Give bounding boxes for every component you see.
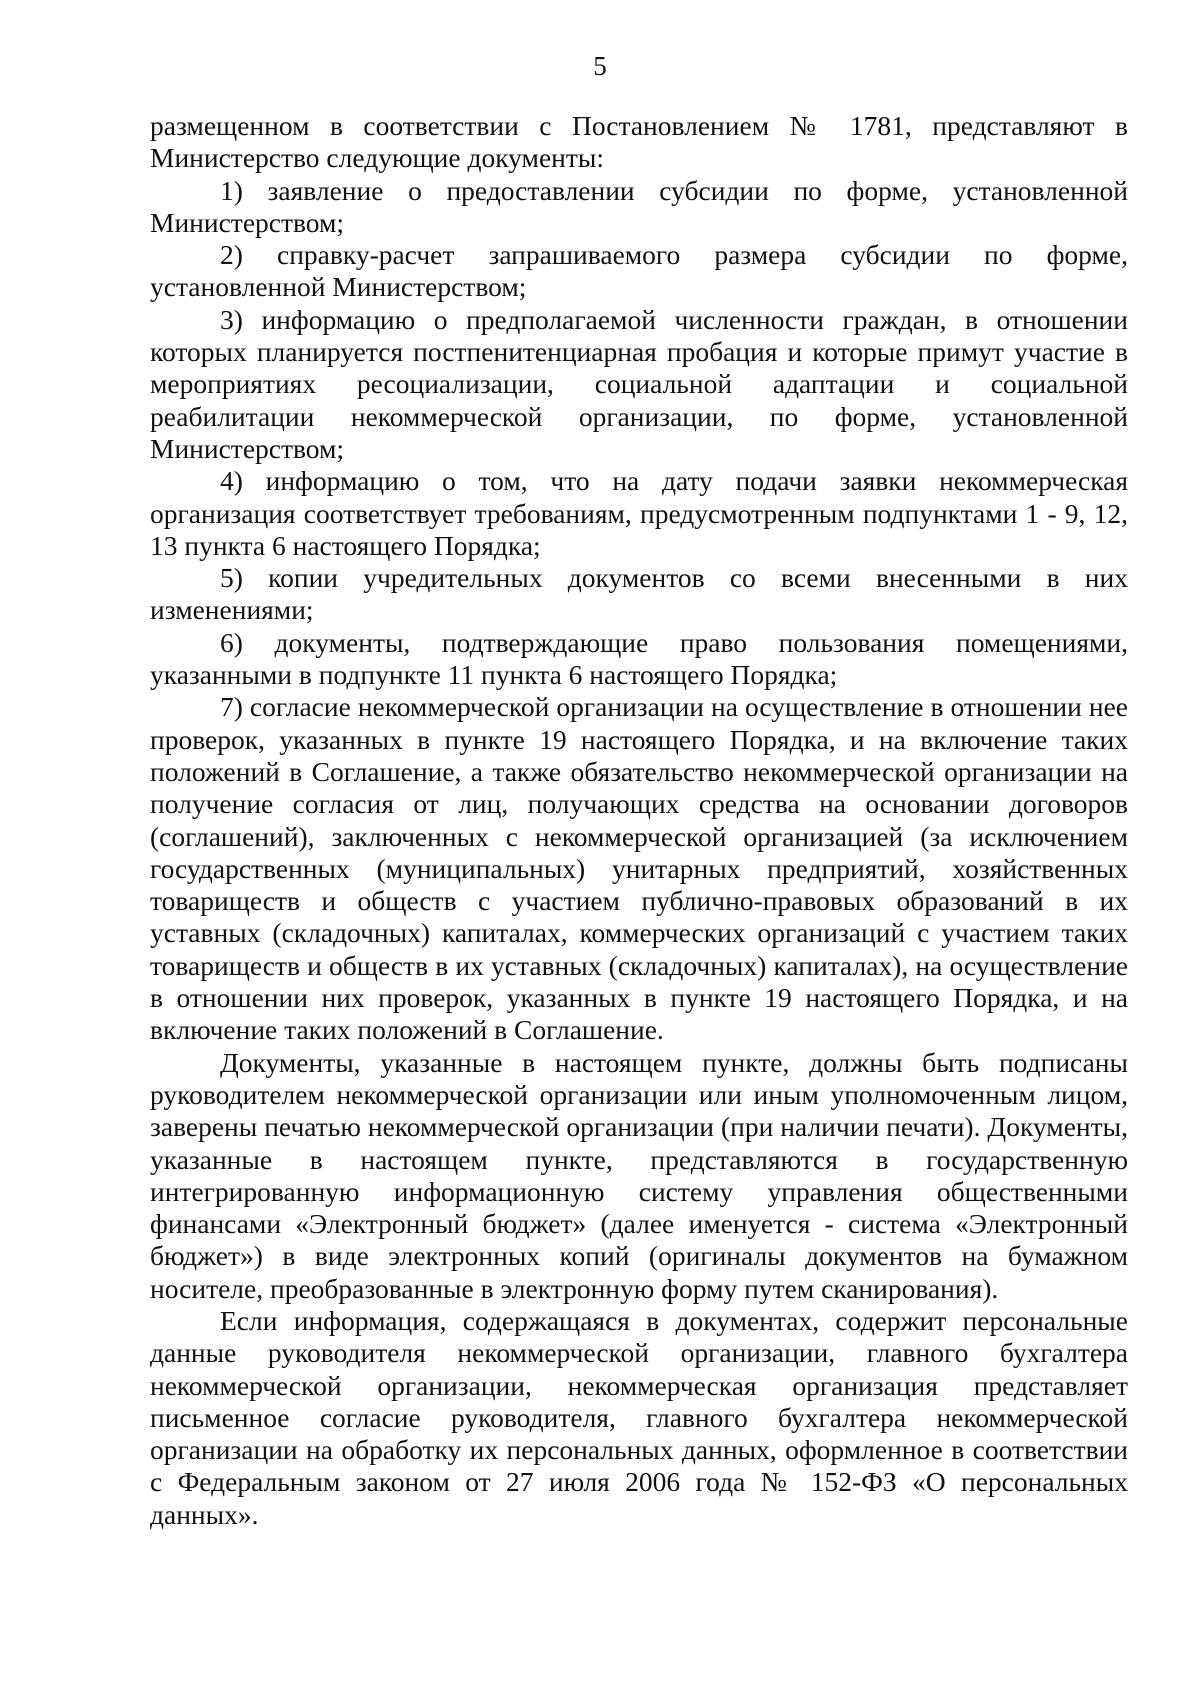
paragraph-intro: размещенном в соответствии с Постановлением № 1781, представляют в Министерство следующие документы: — [150, 110, 1128, 174]
paragraph-personal-data: Если информация, содержащаяся в документах, содержит персональные данные руководителя некоммерческой организации, главного бухгалтера некоммерческой организации, некоммерческая организация представляет письменное согласие руководителя, главного бухгалтера некоммерческой организации на обработку их персональных данных, оформленное в соответствии с Федеральным законом от 27 июля 2006 года № 152-ФЗ «О персональных данных». — [150, 1304, 1128, 1530]
list-item-1: 1) заявление о предоставлении субсидии по форме, установленной Министерством; — [150, 174, 1128, 238]
list-item-2: 2) справку-расчет запрашиваемого размера субсидии по форме, установленной Министерством; — [150, 239, 1128, 303]
paragraph-signing: Документы, указанные в настоящем пункте, должны быть подписаны руководителем некоммерческой организации или иным уполномоченным лицом, заверены печатью некоммерческой организации (при наличии печати). Документы, указанные в настоящем пункте, представляются в государственную интегрированную информационную систему управления общественными финансами «Электронный бюджет» (далее именуется - система «Электронный бюджет») в виде электронных копий (оригиналы документов на бумажном носителе, преобразованные в электронную форму путем сканирования). — [150, 1046, 1128, 1304]
document-body — [150, 110, 1128, 1531]
list-item-7: 7) согласие некоммерческой организации на осуществление в отношении нее проверок, указанных в пункте 19 настоящего Порядка, и на включение таких положений в Соглашение, а также обязательство некоммерческой организации на получение согласия от лиц, получающих средства на основании договоров (соглашений), заключенных с некоммерческой организацией (за исключением государственных (муниципальных) унитарных предприятий, хозяйственных товариществ и обществ с участием публично-правовых образований в их уставных (складочных) капиталах, коммерческих организаций с участием таких товариществ и обществ в их уставных (складочных) капиталах), на осуществление в отношении них проверок, указанных в пункте 19 настоящего Порядка, и на включение таких положений в Соглашение. — [150, 691, 1128, 1046]
list-item-3: 3) информацию о предполагаемой численности граждан, в отношении которых планируется постпенитенциарная пробация и которые примут участие в мероприятиях ресоциализации, социальной адаптации и социальной реабилитации некоммерческой организации, по форме, установленной Министерством; — [150, 303, 1128, 464]
list-item-5: 5) копии учредительных документов со всеми внесенными в них изменениями; — [150, 562, 1128, 626]
list-item-6: 6) документы, подтверждающие право пользования помещениями, указанными в подпункте 11 пункта 6 настоящего Порядка; — [150, 626, 1128, 691]
page-number: 5 — [593, 51, 607, 81]
list-item-4: 4) информацию о том, что на дату подачи заявки некоммерческая организация соответствует требованиям, предусмотренным подпунктами 1 - 9, 12, 13 пункта 6 настоящего Порядка; — [150, 465, 1128, 561]
